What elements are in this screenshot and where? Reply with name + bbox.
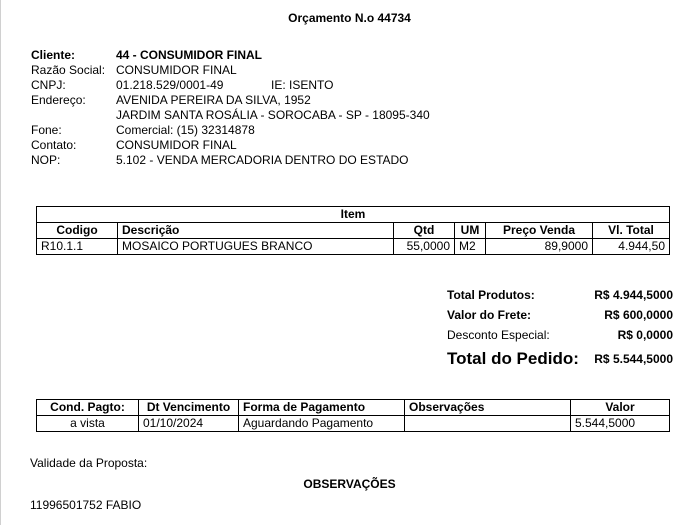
- nop-label: NOP:: [31, 153, 61, 167]
- ie-value: IE: ISENTO: [271, 78, 334, 92]
- cnpj-label: CNPJ:: [31, 78, 66, 92]
- endereco-label: Endereço:: [31, 93, 86, 107]
- quote-title: Orçamento N.o 44734: [288, 11, 411, 25]
- endereco-line1: AVENIDA PEREIRA DA SILVA, 1952: [116, 93, 311, 107]
- fone-label: Fone:: [31, 123, 62, 137]
- observacoes-text: 11996501752 FABIO: [30, 498, 142, 512]
- col-forma-pagamento: Forma de Pagamento: [239, 400, 405, 416]
- total-produtos-value: R$ 4.944,5000: [594, 288, 673, 302]
- contato-label: Contato:: [31, 138, 77, 152]
- payment-table: [36, 399, 670, 432]
- frete-label: Valor do Frete:: [447, 308, 532, 322]
- table-row: [37, 416, 670, 432]
- client-value: 44 - CONSUMIDOR FINAL: [116, 48, 263, 62]
- observacoes-title: OBSERVAÇÕES: [303, 477, 396, 491]
- total-pedido-value: R$ 5.544,5000: [594, 352, 673, 366]
- item-um: M2: [455, 239, 486, 255]
- col-dt-vencimento: Dt Vencimento: [139, 400, 239, 416]
- col-qtd: Qtd: [394, 223, 455, 239]
- nop-value: 5.102 - VENDA MERCADORIA DENTRO DO ESTADO: [116, 153, 409, 167]
- col-valor: Valor: [571, 400, 670, 416]
- item-total: 4.944,50: [593, 239, 670, 255]
- item-codigo: R10.1.1: [37, 239, 118, 255]
- item-preco: 89,9000: [486, 239, 593, 255]
- pay-vencimento: 01/10/2024: [139, 416, 239, 432]
- table-row: [37, 239, 670, 255]
- total-pedido-label: Total do Pedido:: [447, 349, 579, 368]
- col-total: Vl. Total: [593, 223, 670, 239]
- item-qtd: 55,0000: [394, 239, 455, 255]
- razao-label: Razão Social:: [31, 63, 106, 77]
- fone-value: Comercial: (15) 32314878: [116, 123, 255, 137]
- pay-valor: 5.544,5000: [571, 416, 670, 432]
- total-produtos-label: Total Produtos:: [447, 288, 535, 302]
- items-caption: Item: [37, 207, 670, 223]
- razao-value: CONSUMIDOR FINAL: [116, 63, 237, 77]
- col-preco: Preço Venda: [486, 223, 593, 239]
- client-label: Cliente:: [31, 48, 76, 62]
- desconto-label: Desconto Especial:: [447, 328, 550, 342]
- items-table: [36, 206, 670, 255]
- pay-forma: Aguardando Pagamento: [239, 416, 405, 432]
- col-cond-pagto: Cond. Pagto:: [37, 400, 139, 416]
- col-um: UM: [455, 223, 486, 239]
- frete-value: R$ 600,0000: [604, 308, 673, 322]
- contato-value: CONSUMIDOR FINAL: [116, 138, 237, 152]
- col-descricao: Descrição: [118, 223, 394, 239]
- cnpj-value: 01.218.529/0001-49: [116, 78, 224, 92]
- validade-label: Validade da Proposta:: [30, 456, 148, 470]
- totals-block: [447, 285, 673, 373]
- endereco-line2: JARDIM SANTA ROSÁLIA - SOROCABA - SP - 18095-340: [116, 108, 430, 122]
- page-left-border: [0, 0, 1, 525]
- pay-observacoes: [405, 416, 571, 432]
- col-codigo: Codigo: [37, 223, 118, 239]
- pay-cond: a vista: [37, 416, 139, 432]
- desconto-value: R$ 0,0000: [617, 328, 673, 342]
- col-observacoes: Observações: [405, 400, 571, 416]
- item-descricao: MOSAICO PORTUGUES BRANCO: [118, 239, 394, 255]
